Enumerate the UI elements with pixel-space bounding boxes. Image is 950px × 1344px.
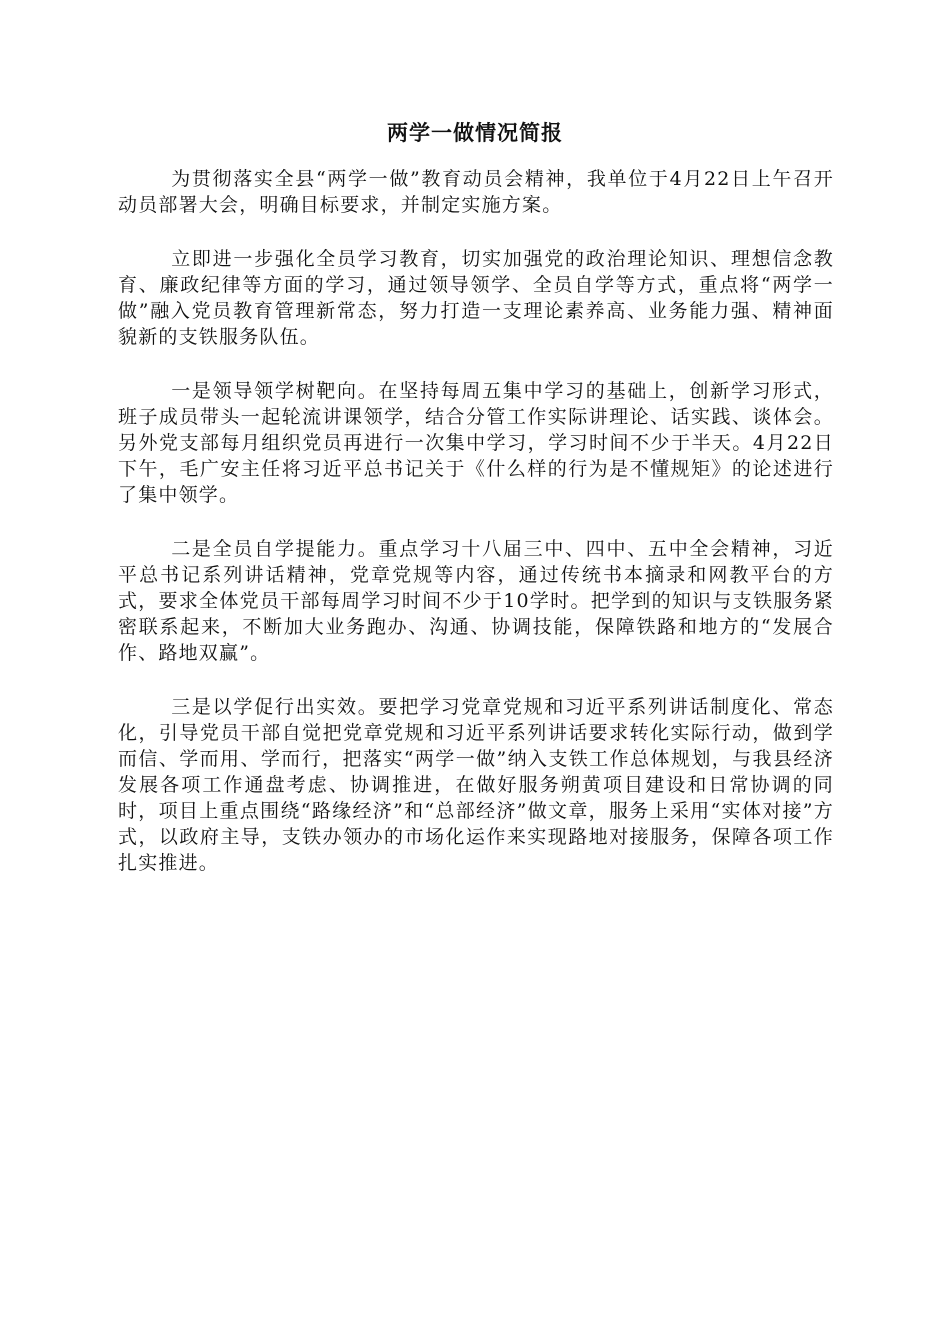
document-title: 两学一做情况简报 xyxy=(387,120,563,145)
paragraph-self-study: 二是全员自学提能力。重点学习十八届三中、四中、五中全会精神，习近平总书记系列讲话精神，党章党规等内容，通过传统书本摘录和网教平台的方式，要求全体党员干部每周学习时间不少于10学时。把学到的知识与支铁服务紧密联系起来，不断加大业务跑办、沟通、协调技能，保障铁路和地方的“发展合作、路地双赢”。 xyxy=(118,538,834,664)
paragraph-study-education: 立即进一步强化全员学习教育，切实加强党的政治理论知识、理想信念教育、廉政纪律等方面的学习，通过领导领学、全员自学等方式，重点将“两学一做”融入党员教育管理新常态，努力打造一支理论素养高、业务能力强、精神面貌新的支铁服务队伍。 xyxy=(118,248,834,348)
paragraph-leader-study: 一是领导领学树靶向。在坚持每周五集中学习的基础上，创新学习形式，班子成员带头一起轮流讲课领学，结合分管工作实际讲理论、话实践、谈体会。另外党支部每月组织党员再进行一次集中学习，学习时间不少于半天。4月22日下午，毛广安主任将习近平总书记关于《什么样的行为是不懂规矩》的论述进行了集中领学。 xyxy=(118,380,834,506)
paragraph-intro: 为贯彻落实全县“两学一做”教育动员会精神，我单位于4月22日上午召开动员部署大会，明确目标要求，并制定实施方案。 xyxy=(118,168,834,216)
document-body xyxy=(118,166,834,904)
paragraph-practice-results: 三是以学促行出实效。要把学习党章党规和习近平系列讲话制度化、常态化，引导党员干部自觉把党章党规和习近平系列讲话要求转化实际行动，做到学而信、学而用、学而行，把落实“两学一做”纳入支铁工作总体规划，与我县经济发展各项工作通盘考虑、协调推进，在做好服务朔黄项目建设和日常协调的同时，项目上重点围绕“路缘经济”和“总部经济”做文章，服务上采用“实体对接”方式，以政府主导，支铁办领办的市场化运作来实现路地对接服务，保障各项工作扎实推进。 xyxy=(118,696,834,874)
